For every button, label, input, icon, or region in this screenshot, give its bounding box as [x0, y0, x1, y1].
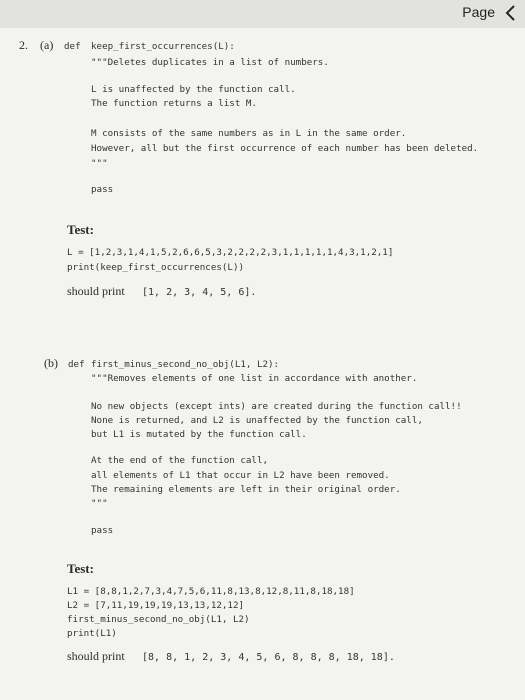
part-b-test-code: first_minus_second_no_obj(L1, L2) [67, 614, 250, 625]
part-b-test-code: L1 = [8,8,1,2,7,3,4,7,5,6,11,8,13,8,12,8,11,8,18,18] [67, 586, 355, 597]
part-a-doc-line: L is unaffected by the function call. [91, 84, 296, 95]
part-a-body: pass [91, 184, 114, 195]
part-a-test-code: L = [1,2,3,1,4,1,5,2,6,6,5,3,2,2,2,2,3,1,1,1,1,1,4,3,1,2,1] [67, 247, 394, 258]
part-a-signature: keep_first_occurrences(L): [91, 41, 235, 52]
problem-number: 2. [19, 38, 28, 52]
part-b-test-code: L2 = [7,11,19,19,19,13,13,12,12] [67, 600, 245, 611]
part-b-docstring-first: """Removes elements of one list in accordance with another. [91, 373, 418, 384]
part-b-doc-line: but L1 is mutated by the function call. [91, 429, 307, 440]
part-b-signature: first_minus_second_no_obj(L1, L2): [91, 359, 280, 370]
part-a-def-keyword: def [64, 41, 81, 52]
part-b-doc-line: all elements of L1 that occur in L2 have been removed. [91, 470, 390, 481]
part-b-test-code: print(L1) [67, 628, 117, 639]
part-a-expected-output: [1, 2, 3, 4, 5, 6]. [142, 287, 257, 298]
page-label: Page [462, 4, 495, 20]
part-a-docstring-first: """Deletes duplicates in a list of numbers. [91, 57, 329, 68]
part-a-docstring-close: """ [91, 158, 108, 169]
chevron-left-icon[interactable] [502, 3, 520, 23]
part-b-docstring-close: """ [91, 498, 108, 509]
part-a-label: (a) [40, 38, 54, 52]
part-b-doc-line: No new objects (except ints) are created during the function call!! [91, 401, 462, 412]
document-page [0, 28, 525, 700]
part-b-doc-line: The remaining elements are left in their original order. [91, 484, 401, 495]
part-b-doc-line: None is returned, and L2 is unaffected by the function call, [91, 415, 423, 426]
part-a-doc-line: However, all but the first occurrence of each number has been deleted. [91, 143, 479, 154]
part-b-doc-line: At the end of the function call, [91, 455, 269, 466]
part-b-label: (b) [44, 356, 58, 370]
top-toolbar [0, 0, 525, 28]
part-b-test-heading: Test: [67, 561, 94, 576]
part-a-doc-line: M consists of the same numbers as in L in the same order. [91, 128, 407, 139]
part-a-doc-line: The function returns a list M. [91, 98, 257, 109]
part-a-test-heading: Test: [67, 222, 94, 237]
part-b-expected-output: [8, 8, 1, 2, 3, 4, 5, 6, 8, 8, 8, 18, 18]. [142, 652, 395, 663]
part-b-def-keyword: def [68, 359, 85, 370]
part-a-should-print-label: should print [67, 284, 125, 298]
part-b-should-print-label: should print [67, 649, 125, 663]
part-a-test-code: print(keep_first_occurrences(L)) [67, 262, 245, 273]
part-b-body: pass [91, 525, 114, 536]
